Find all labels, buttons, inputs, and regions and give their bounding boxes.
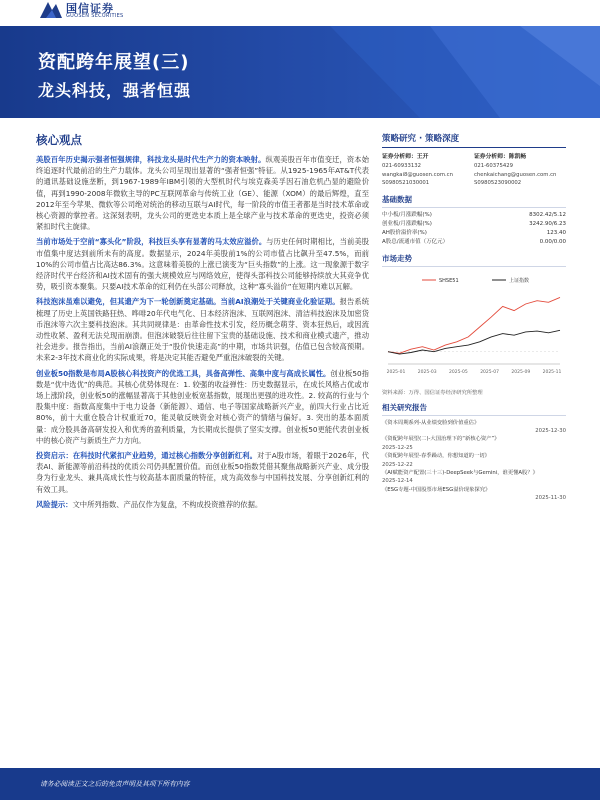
- paragraph-body: 与历史任何时期相比，当前美股市值集中度达到前所未有的高度。数据显示，2024年美股前1%的公司市值占比飙升至47.5%，而前10%的公司市值占比高达86.3%。这意味着美股的上涨已演变为“巨头指数”的上涨。这一现象源于数字经济时代平台经济和AI技术固有的强大规模效应与网络效应，使得头部科技公司能够持续放大其竞争优势，吸引资本聚集。只要AI技术革命的红利仍在头部公司释放，这种“寡头溢价”在短期内难以瓦解。: [36, 237, 370, 292]
- report-link[interactable]: 《AI赋能资产配置(三十三)-DeepSeek与Gemini，谁更懂A股？》: [382, 469, 538, 476]
- data-key: 中小板/月涨跌幅(%): [382, 211, 432, 218]
- title-banner: [0, 26, 600, 118]
- x-tick-label: 2025-07: [480, 369, 500, 375]
- report-link[interactable]: 《资配跨年展望-春季躁动，你想知道的一切》: [382, 453, 490, 460]
- x-tick-label: 2025-05: [448, 369, 468, 375]
- report-category: 策略研究 · 策略深度: [382, 132, 566, 148]
- series-line: [388, 297, 560, 353]
- brand-logo: [40, 0, 150, 22]
- data-key: 创业板/月涨跌幅(%): [382, 220, 432, 227]
- logo-chinese: 国信证券: [66, 2, 114, 15]
- paragraph-body: 创业板50指数是“优中选优”的典范。其核心优势体现在：1. 较强的收益弹性：历史数据显示，在成长风格占优或市场上涨阶段，创业板50的涨幅显著高于其他创业板宽基指数，展现出更强的进攻性。2. 较高的行业与个股集中度：指数高度集中于电力设备（新能源）、通信、电子等国家战略新兴产业，前四大行业占比近80%，前十大重仓股合计权重近70，能灵敏反映资金对核心资产的情绪与偏好。3. 突出的基本面质量：成分股具备高研发投入和优秀的盈利质量，为长期成长提供了坚实支撑。创业板50更能代表创业板中的核心资产与新质生产力方向。: [36, 368, 369, 445]
- data-row: [382, 229, 566, 238]
- paragraph-lead: 投资启示：在科技时代紧扣产业趋势，通过核心指数分享创新红利。: [36, 451, 257, 461]
- analyst-phone: 021-60375429: [474, 163, 513, 169]
- related-report-item[interactable]: [382, 486, 566, 503]
- sidebar: [382, 132, 566, 503]
- report-date: 2025-12-30: [535, 427, 566, 434]
- viewpoint-paragraph: [36, 296, 369, 363]
- data-row: [382, 220, 566, 229]
- report-link[interactable]: 《资配跨年展望(二)-大国治理下的“新核心资产”》: [382, 436, 500, 443]
- basic-data-title: 基础数据: [382, 194, 566, 208]
- data-value: 3242.90/6.23: [529, 220, 566, 227]
- legend-label: 上证指数: [509, 277, 530, 284]
- data-value: 8302.42/5.12: [529, 211, 566, 218]
- guosen-logo-icon: [40, 0, 62, 18]
- analyst-name: 证券分析师：王开: [382, 154, 429, 160]
- risk-warning: [36, 499, 369, 510]
- viewpoint-paragraph: [36, 236, 369, 292]
- related-report-item[interactable]: [382, 469, 566, 486]
- analyst-card: [382, 153, 474, 188]
- report-date: 2025-12-22: [382, 461, 413, 468]
- related-reports-title: 相关研究报告: [382, 402, 566, 416]
- market-trend-title: 市场走势: [382, 253, 566, 267]
- report-date: 2025-11-30: [535, 495, 566, 502]
- related-report-item[interactable]: [382, 419, 566, 436]
- related-reports-list: [382, 419, 566, 503]
- analyst-email[interactable]: wangkai8@guosen.com.cn: [382, 171, 453, 178]
- analyst-phone: 021-60933132: [382, 163, 421, 169]
- page-footer: [0, 768, 600, 800]
- analyst-name: 证券分析师：陈凯畅: [474, 154, 527, 160]
- paragraph-lead: 当前市场处于空前“寡头化”阶段，科技巨头享有显著的马太效应溢价。: [36, 237, 267, 247]
- analyst-cert: S0980521030001: [382, 180, 430, 186]
- viewpoint-paragraph: [36, 450, 369, 495]
- paragraph-lead: 风险提示：: [36, 499, 73, 509]
- paragraph-body: 文中所列指数、产品仅作为复盘，不构成投资推荐的依据。: [72, 499, 263, 509]
- report-date: 2025-12-14: [382, 478, 413, 485]
- paragraph-lead: 美股百年历史揭示强者恒强规律，科技龙头是时代生产力的资本映射。: [36, 155, 266, 164]
- disclaimer-text: 请务必阅读正文之后的免责声明及其项下所有内容: [40, 780, 190, 788]
- report-title: 资配跨年展望(三): [38, 52, 190, 73]
- x-tick-label: 2025-11: [542, 369, 562, 375]
- core-heading: 核心观点: [36, 133, 82, 147]
- basic-data-table: [382, 211, 566, 247]
- chart-source: 资料来源：万得、国信证券经济研究所整理: [382, 389, 483, 396]
- data-row: [382, 211, 566, 220]
- data-row: [382, 238, 566, 247]
- logo-english: GUOSEN SECURITIES: [66, 13, 124, 19]
- report-link[interactable]: 《资本周期系列-从业绩变脸到价值重估》: [382, 419, 480, 426]
- report-subtitle: 龙头科技，强者恒强: [38, 81, 192, 100]
- core-viewpoints: [36, 132, 369, 514]
- analyst-list: [382, 153, 566, 188]
- paragraph-lead: 创业板50指数是布局A股核心科技资产的优选工具，具备高弹性、高集中度与高成长属性。: [36, 368, 331, 378]
- x-tick-label: 2025-09: [511, 369, 531, 375]
- market-trend-chart: [382, 272, 566, 382]
- paragraph-body: 对于A股市场，着眼于2026年，代表AI、新能源等前沿科技的优质公司仍具配置价值。而创业板50指数凭借其聚焦战略新兴产业、成分股身为行业龙头、兼具高成长性与较高基本面质量的特征，成为高效参与中国科技发展、分享创新红利的有效工具。: [36, 451, 370, 494]
- legend-label: SHSE51: [439, 277, 459, 284]
- data-value: 123.40: [546, 229, 566, 236]
- analyst-email[interactable]: chenkaichang@guosen.com.cn: [474, 171, 557, 178]
- related-report-item[interactable]: [382, 452, 566, 469]
- paragraph-body: 报告系统梳理了历史上英国铁路狂热、哗啡20年代电气化、日本经济泡沫、互联网泡沫、清洁科技泡沫及加密货币泡沫等六次主要科技泡沫。其共同规律是：由革命性技术引发，经历概念萌芽、资本狂热后，或因流动性收紧、盈利无法兑现而崩溃。但泡沫破裂后往往留下宝贵的基础设施、技术和商业模式遗产，推动社会进步。报告指出，当前AI浪潮正处于“股价快速走高”的中期，市场共识强，估值已包含较高预期。未来2-3年技术商业化的实际成果，将是决定其能否避免严重泡沫破裂的关键。: [36, 297, 370, 363]
- analyst-card: [474, 153, 566, 188]
- series-line: [388, 330, 560, 354]
- viewpoint-paragraph: [36, 368, 369, 446]
- data-key: AH股价溢价率(%): [382, 229, 427, 236]
- paragraph-lead: 科技泡沫虽难以避免，但其遗产为下一轮创新奠定基础。当前AI浪潮处于关键商业化验证期。: [36, 297, 340, 307]
- viewpoint-paragraph: [36, 154, 369, 232]
- related-report-item[interactable]: [382, 435, 566, 452]
- report-date: 2025-12-25: [382, 444, 413, 451]
- x-tick-label: 2025-03: [417, 369, 437, 375]
- data-key: A股总/流通市值（万亿元）: [382, 238, 449, 245]
- data-value: 0.00/0.00: [539, 238, 566, 245]
- report-link[interactable]: 《ESG专题-中国股票市场ESG溢价现象探究》: [382, 486, 491, 493]
- x-tick-label: 2025-01: [386, 369, 406, 375]
- paragraph-body: 纵观美股百年市值变迁，资本始终追逐时代最前沿的生产力载体。龙头公司呈现出显著的“强者恒强”特征。从1925-1965年AT&T代表的通讯基础设施垄断，到1967-1989年IBM引领的大型机时代与埃克森美孚因石油危机凸显的避险价值，再到1990-2008年微软主导的PC互联网革命与传统工业（GE）、能源（XOM）的最后辉煌，直至2012年至今苹果、微软等公司绝对统治的移动互联与AI时代，每一阶段的市值王者都是当时技术革命或核心资源的掌控者。这深刻表明，龙头公司的更迭史本质上是全球产业与技术革命的更迭史，投资必须紧扣时代主旋律。: [36, 155, 370, 232]
- analyst-cert: S0980523090002: [474, 180, 522, 186]
